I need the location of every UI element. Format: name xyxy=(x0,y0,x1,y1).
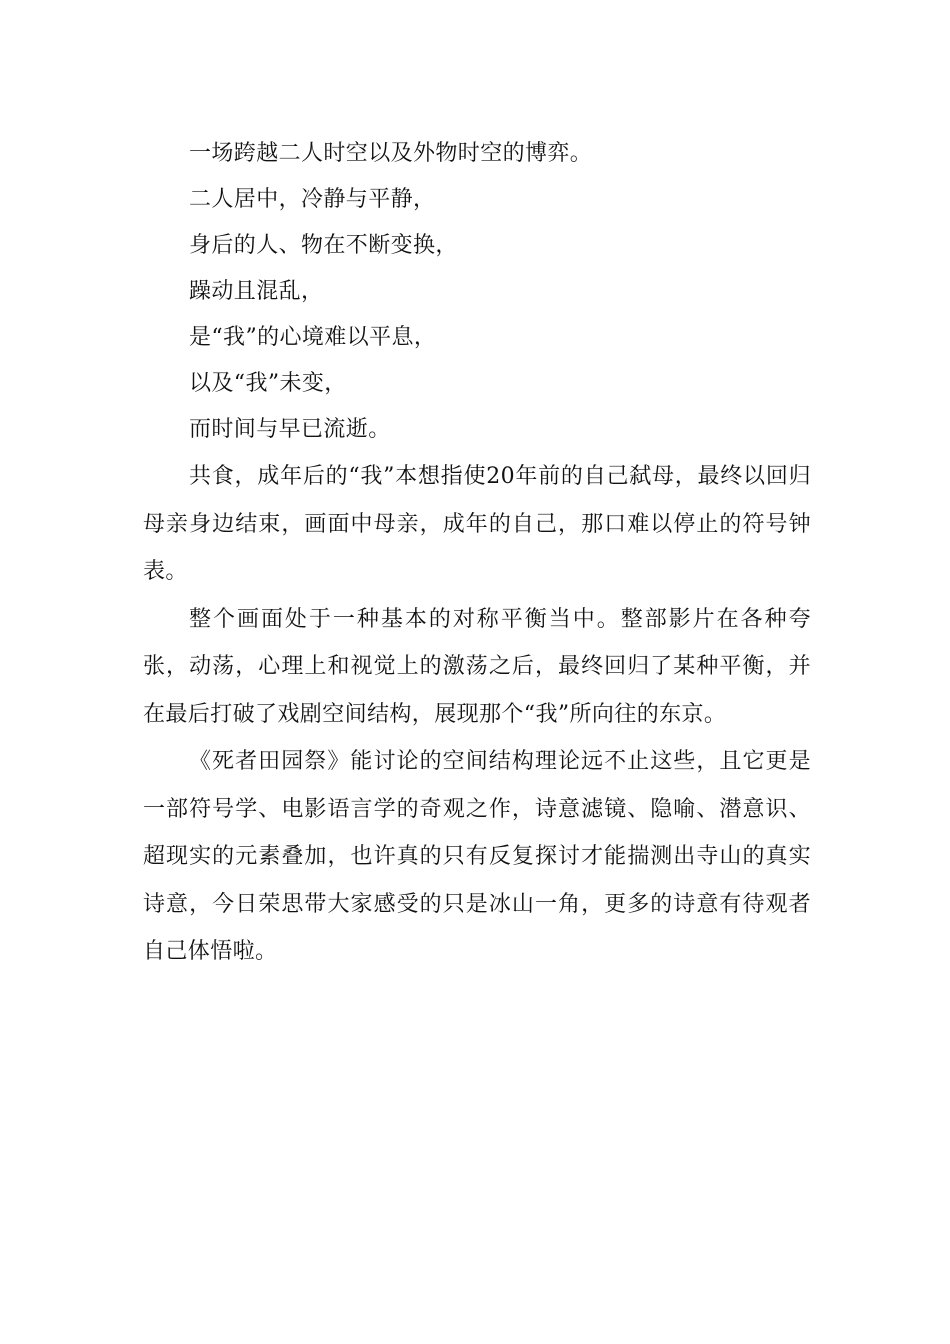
document-body xyxy=(143,131,811,976)
paragraph-symmetry: 整个画面处于一种基本的对称平衡当中。整部影片在各种夸张，动荡，心理上和视觉上的激荡之后，最终回归了某种平衡，并在最后打破了戏剧空间结构，展现那个“我”所向往的东京。 xyxy=(143,606,811,727)
paragraph-shared-meal: 共食，成年后的“我”本想指使20年前的自己弑母，最终以回归母亲身边结束，画面中母亲，成年的自己，那口难以停止的符号钟表。 xyxy=(143,464,811,584)
verse-line: 而时间与早已流逝。 xyxy=(189,417,391,442)
verse-line: 躁动且混乱， xyxy=(189,279,324,304)
verse-line: 身后的人、物在不断变换， xyxy=(189,233,458,258)
paragraph-conclusion: 《死者田园祭》能讨论的空间结构理论远不止这些，且它更是一部符号学、电影语言学的奇观之作，诗意滤镜、隐喻、潜意识、超现实的元素叠加，也许真的只有反复探讨才能揣测出寺山的真实诗意，今日荣思带大家感受的只是冰山一角，更多的诗意有待观者自己体悟啦。 xyxy=(143,749,811,964)
verse-line: 二人居中，冷静与平静， xyxy=(189,187,436,212)
verse-line: 一场跨越二人时空以及外物时空的博弈。 xyxy=(189,141,593,166)
verse-line: 是“我”的心境难以平息， xyxy=(189,325,437,350)
verse-line: 以及“我”未变， xyxy=(189,371,347,396)
